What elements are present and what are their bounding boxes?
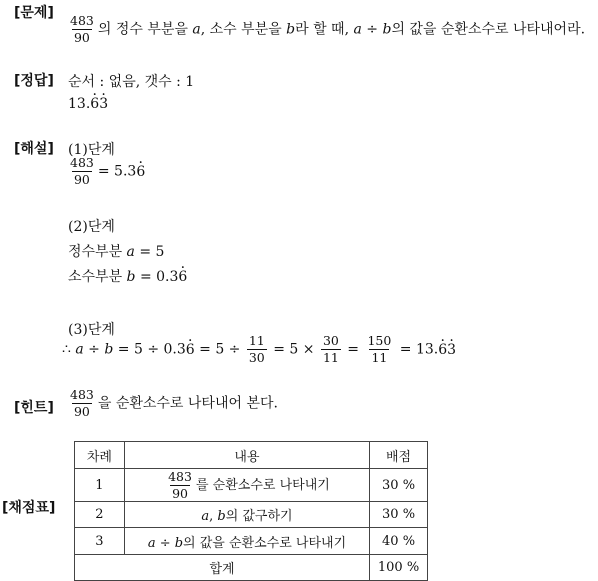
- step2-title: (2)단계: [68, 219, 115, 235]
- var-a: a: [126, 244, 135, 260]
- row-content: [124, 502, 369, 528]
- step1-equation: [66, 156, 145, 187]
- therefore-symbol: ∴: [62, 341, 76, 358]
- row-score: 30 %: [370, 469, 428, 502]
- row-content: [124, 469, 369, 502]
- equation-part: = 13.: [395, 341, 439, 358]
- var-b: b: [217, 509, 226, 524]
- step1-rhs: = 5.3: [97, 163, 137, 180]
- equation-part: = 5 ÷: [194, 341, 245, 358]
- fraction-numerator: 483: [70, 13, 94, 28]
- row-text: 를 순환소수로 나타내기: [195, 477, 330, 493]
- step2-rhs: = 0.3: [135, 269, 179, 285]
- total-label: 합계: [75, 555, 370, 581]
- repeating-digit: · 3: [447, 342, 456, 358]
- repeating-digit: · 6: [136, 164, 145, 180]
- equation-part: =: [342, 341, 364, 358]
- solution-label: [해설]: [14, 141, 54, 157]
- row-number: 2: [75, 502, 125, 528]
- operator: ÷: [83, 341, 105, 358]
- fraction-3: [365, 334, 393, 365]
- table-row: [75, 502, 428, 528]
- problem-fraction: [68, 14, 96, 45]
- hint-sentence: 을 순환소수로 나타내어 본다.: [97, 395, 278, 412]
- hint-fraction: [68, 388, 96, 419]
- problem-statement: [66, 14, 585, 45]
- step2-line2: [68, 266, 187, 286]
- hint-text: [66, 388, 278, 419]
- row-text: 의 값구하기: [225, 509, 293, 524]
- header-cell: 차례: [75, 442, 125, 469]
- var-b: b: [286, 21, 296, 38]
- step2-rhs: = 5: [134, 244, 165, 260]
- problem-label: [문제]: [14, 5, 54, 21]
- problem-text: 라 할 때,: [295, 21, 354, 38]
- problem-text: , 소수 부분을: [200, 21, 287, 38]
- equation-part: = 5 ÷ 0.3: [113, 341, 186, 358]
- answer-meta: 순서 : 없음, 갯수 : 1: [68, 74, 195, 90]
- row-content: [124, 528, 369, 555]
- answer-label: [정답]: [14, 73, 54, 89]
- row-number: 1: [75, 469, 125, 502]
- grading-table: [74, 441, 428, 581]
- row-text: 의 값을 순환소수로 나타내기: [183, 535, 347, 551]
- step1-title: (1)단계: [68, 142, 115, 158]
- fraction-2: [321, 334, 341, 365]
- equation-part: = 5 ×: [268, 341, 319, 358]
- var-b: b: [104, 341, 114, 358]
- header-cell: 내용: [124, 442, 369, 469]
- repeating-digit: · 6: [90, 96, 99, 112]
- grading-label: [채점표]: [2, 500, 56, 516]
- answer-value: [68, 96, 108, 112]
- fraction-denominator: 90: [73, 172, 90, 187]
- repeating-digit: · 3: [99, 96, 108, 112]
- repeating-digit: · 6: [178, 269, 187, 285]
- expression: a ÷ b: [147, 535, 184, 551]
- problem-text: 의 값을 순환소수로 나타내어라.: [391, 21, 586, 38]
- expression: a ÷ b: [353, 21, 392, 38]
- var-a: a: [192, 21, 201, 38]
- fraction-denominator: 11: [371, 350, 388, 365]
- step3-title: (3)단계: [68, 322, 115, 338]
- fraction-denominator: 30: [248, 350, 265, 365]
- step2-line1: [68, 241, 164, 261]
- step3-equation: [62, 334, 456, 365]
- fraction-denominator: 90: [172, 485, 188, 501]
- fraction-numerator: 483: [70, 155, 94, 170]
- fraction-denominator: 11: [322, 350, 339, 365]
- var-b: b: [126, 269, 136, 285]
- separator: ,: [209, 509, 218, 524]
- repeating-digit: · 6: [186, 342, 195, 358]
- fraction-denominator: 90: [73, 404, 90, 419]
- repeating-digit: · 6: [438, 342, 447, 358]
- row-score: 30 %: [370, 502, 428, 528]
- hint-label: [힌트]: [14, 400, 54, 416]
- answer-value-prefix: 13.: [68, 96, 91, 112]
- var-a: a: [75, 341, 84, 358]
- var-a: a: [201, 509, 210, 524]
- step2-text: 소수부분: [68, 269, 127, 285]
- fraction-numerator: 483: [70, 387, 94, 402]
- fraction-denominator: 90: [73, 30, 90, 45]
- step1-fraction: [68, 156, 96, 187]
- row-number: 3: [75, 528, 125, 555]
- table-header-row: [75, 442, 428, 469]
- row-fraction: [166, 470, 194, 501]
- fraction-numerator: 11: [248, 333, 265, 348]
- fraction-1: [247, 334, 267, 365]
- fraction-numerator: 483: [168, 468, 192, 484]
- problem-text: 의 정수 부분을: [97, 21, 193, 38]
- step2-text: 정수부분: [68, 244, 127, 260]
- row-score: 40 %: [370, 528, 428, 555]
- header-cell: 배점: [370, 442, 428, 469]
- fraction-numerator: 150: [367, 333, 392, 348]
- total-score: 100 %: [370, 555, 428, 581]
- table-row: [75, 469, 428, 502]
- fraction-numerator: 30: [322, 333, 339, 348]
- table-row: [75, 528, 428, 555]
- table-total-row: [75, 555, 428, 581]
